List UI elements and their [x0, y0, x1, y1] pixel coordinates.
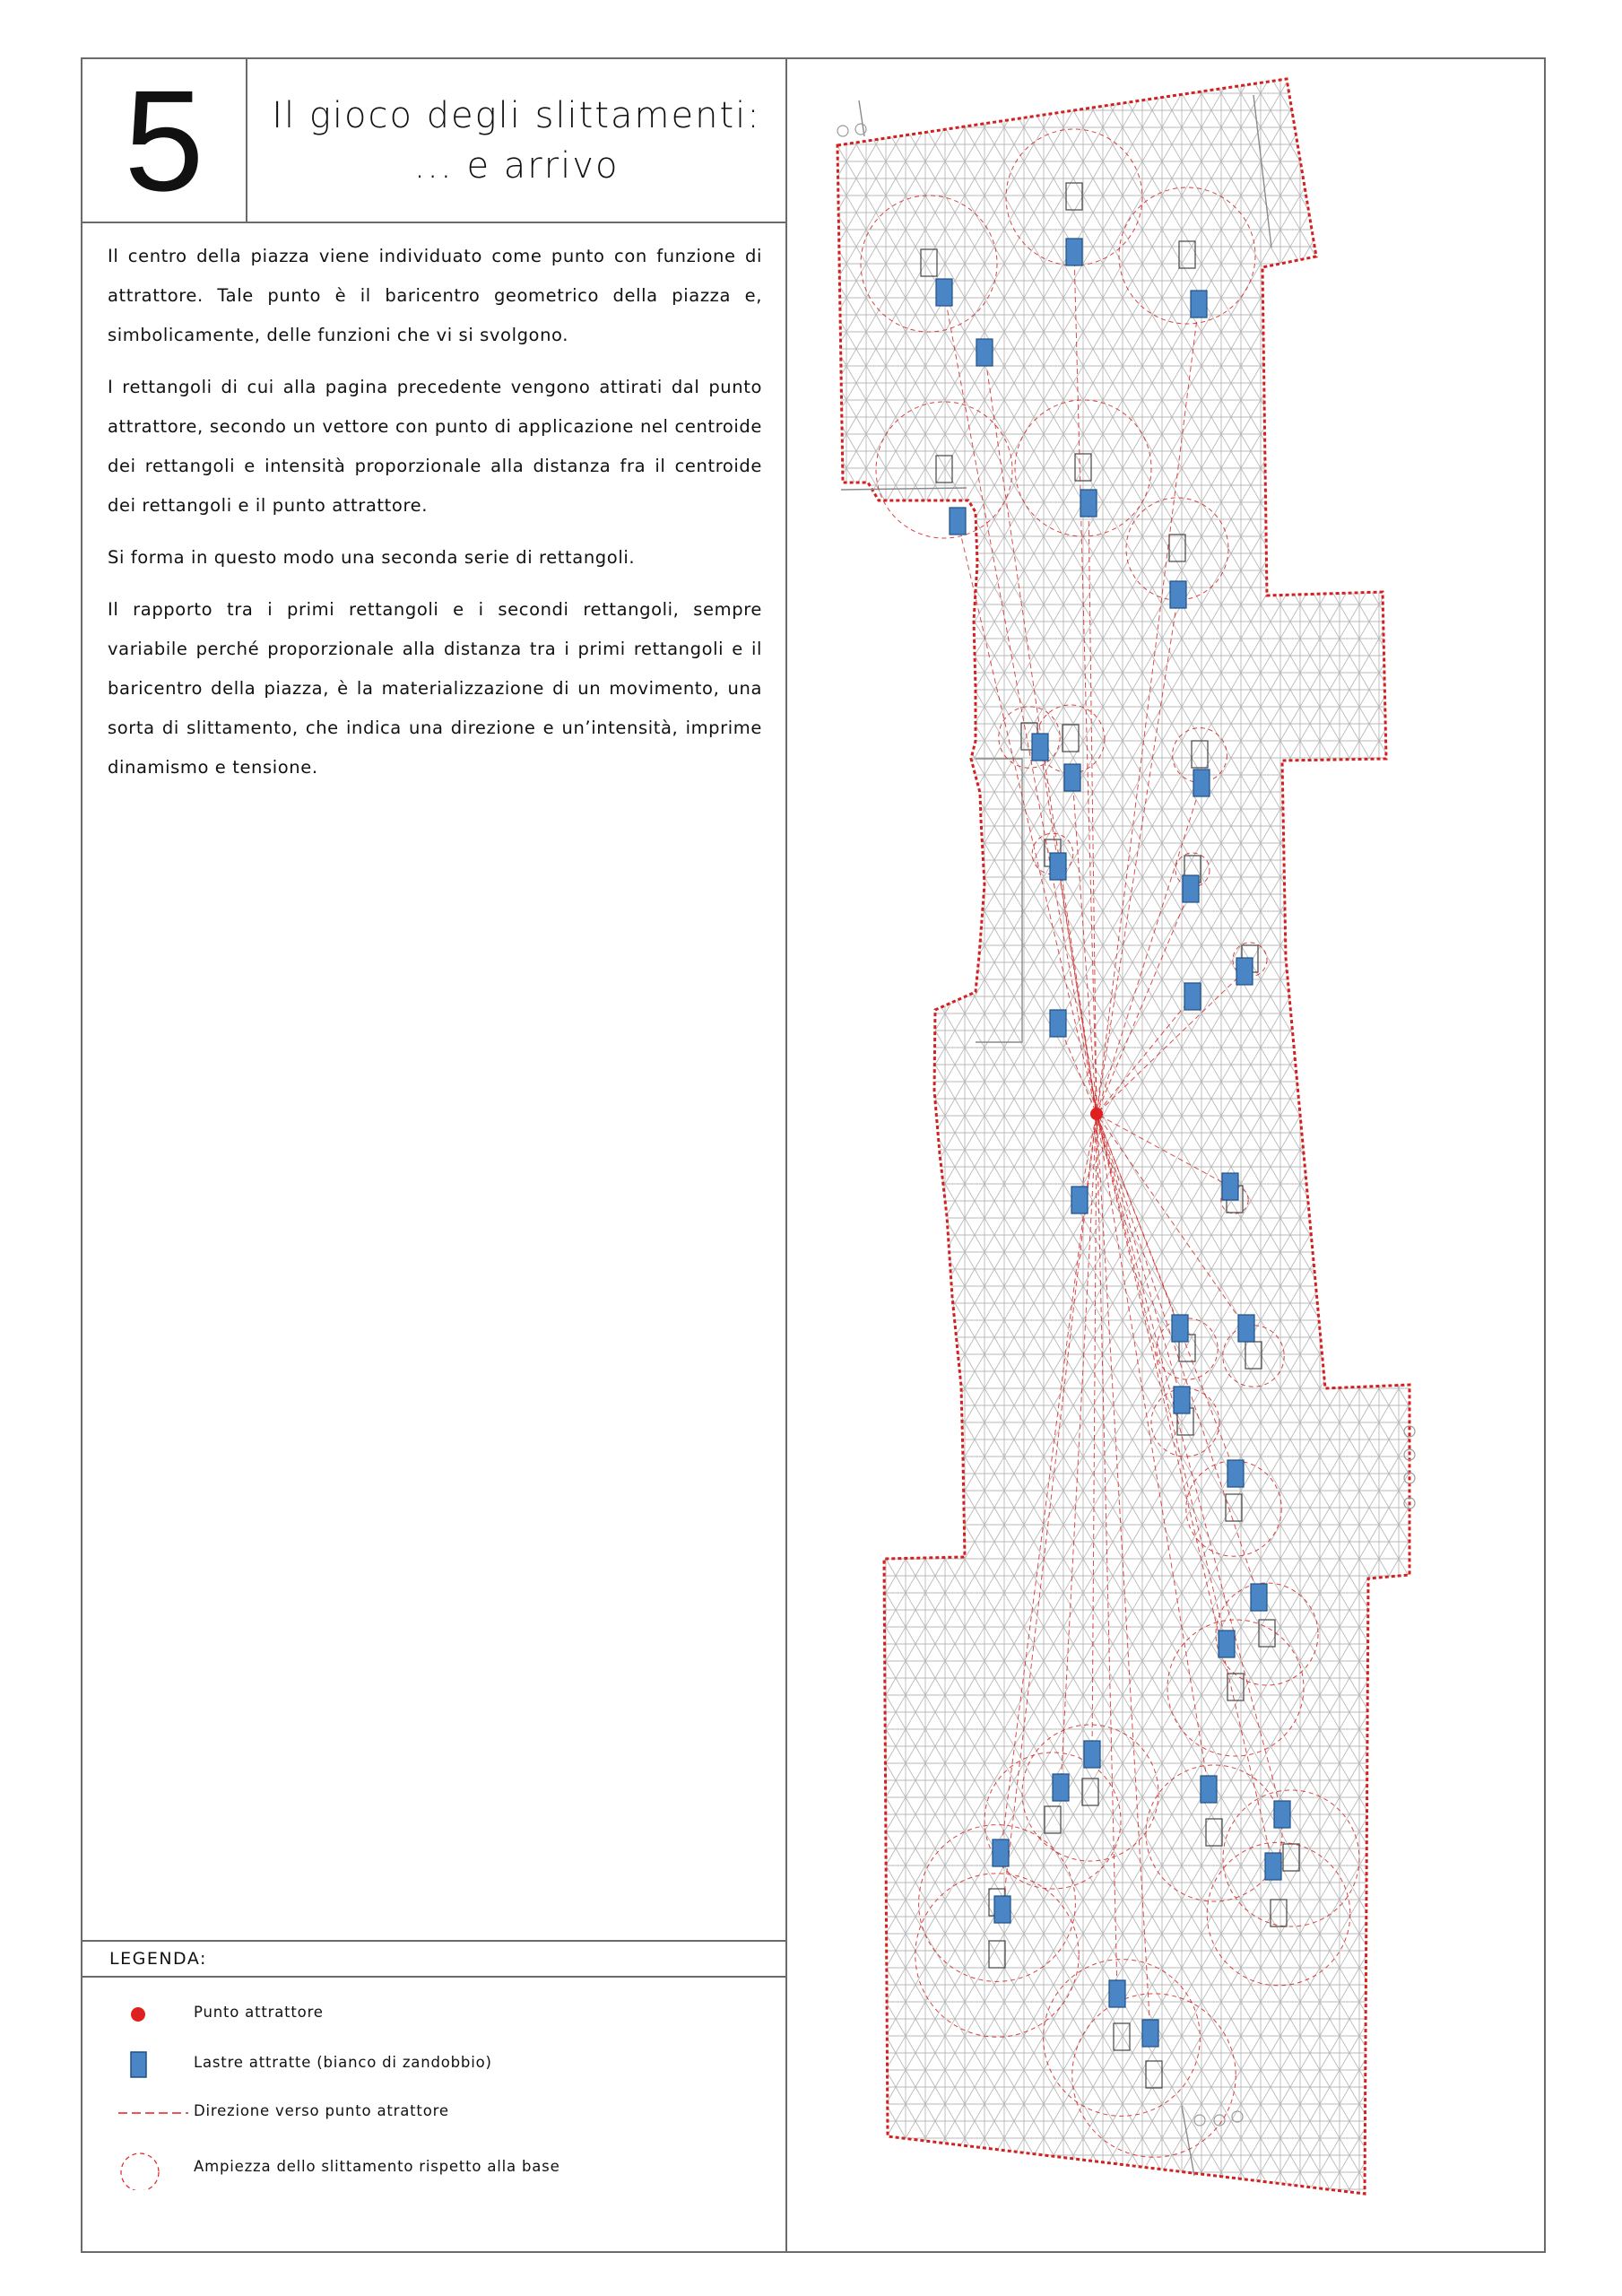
- attracted-slab: [1265, 1853, 1281, 1880]
- legend-title: LEGENDA:: [109, 1949, 207, 1969]
- legend-label: Ampiezza dello slittamento rispetto alla base: [194, 2158, 560, 2175]
- dashed-line-icon: [118, 2095, 190, 2131]
- legend-item-shift-amplitude: [82, 2151, 785, 2187]
- attracted-slab: [1142, 2020, 1158, 2047]
- attracted-slab: [1050, 1010, 1066, 1037]
- attracted-slab: [1172, 1315, 1188, 1342]
- piazza-plan-drawing: [787, 59, 1546, 2253]
- blue-slab-icon: [118, 2047, 190, 2083]
- sheet-frame: [81, 57, 1546, 2253]
- attracted-slab: [1032, 734, 1048, 761]
- legend-label: Direzione verso punto atrattore: [194, 2102, 449, 2119]
- attracted-slab: [1071, 1187, 1088, 1213]
- legend-item-slab: [82, 2047, 785, 2083]
- legend-label: Lastre attratte (bianco di zandobbio): [194, 2054, 492, 2071]
- attracted-slab: [1053, 1774, 1069, 1801]
- title-line-2: ... e arrivo: [413, 144, 620, 187]
- paragraph: Il rapporto tra i primi rettangoli e i secondi rettangoli, sempre variabile perché proporzionale alla distanza tra i primi rettangoli e il baricentro della piazza, è la materializzazione di un movimento, una sorta di slittamento, che indica una direzione e un’intensità, imprime dinamismo e tensione.: [108, 599, 762, 778]
- attracted-slab: [1066, 239, 1082, 265]
- legend-item-direction: [82, 2095, 785, 2131]
- attracted-slab: [1222, 1173, 1238, 1200]
- attracted-slab: [1109, 1980, 1125, 2007]
- attracted-slab: [993, 1839, 1009, 1866]
- page-number-box: [82, 59, 247, 222]
- red-dot-icon: [118, 1996, 190, 2032]
- attracted-slab: [1191, 291, 1207, 317]
- legend-label: Punto attrattore: [194, 2004, 324, 2021]
- attractor-point: [1090, 1108, 1103, 1120]
- attracted-slab: [1174, 1387, 1190, 1413]
- attracted-slab: [1183, 875, 1199, 902]
- attracted-slab: [936, 279, 952, 306]
- bollard-icon: [837, 126, 848, 136]
- paragraph: Il centro della piazza viene individuato come punto con funzione di attrattore. Tale punto è il baricentro geometrico della piazza e, simbolicamente, delle funzioni che vi si svolgono.: [108, 246, 762, 345]
- legend-item-attractor: [82, 1996, 785, 2032]
- attracted-slab: [1274, 1801, 1290, 1828]
- paragraph: Si forma in questo modo una seconda serie di rettangoli.: [108, 547, 636, 568]
- attracted-slab: [1193, 770, 1210, 796]
- text-column: [82, 59, 787, 2251]
- attracted-slab: [1201, 1776, 1217, 1803]
- attracted-slab: [1251, 1584, 1267, 1611]
- attracted-slab: [1219, 1631, 1235, 1657]
- attracted-slab: [950, 508, 966, 535]
- description-text: [108, 237, 762, 800]
- attracted-slab: [1184, 983, 1201, 1010]
- page-title: [247, 59, 785, 222]
- attracted-slab: [1050, 853, 1066, 880]
- attracted-slab: [1227, 1460, 1244, 1487]
- legend-header: [82, 1940, 785, 1978]
- paving-grid: [837, 79, 1409, 2194]
- attracted-slab: [1236, 958, 1253, 985]
- attracted-slab: [1084, 1741, 1100, 1768]
- bollard-icon: [855, 124, 866, 135]
- attracted-slab: [1080, 490, 1097, 517]
- attracted-slab: [976, 339, 993, 366]
- attracted-slab: [1238, 1315, 1254, 1342]
- attracted-slab: [1170, 581, 1186, 608]
- page-number: 5: [124, 59, 204, 221]
- title-row: [82, 59, 785, 223]
- attracted-slab: [994, 1896, 1010, 1923]
- paragraph: I rettangoli di cui alla pagina precedente vengono attirati dal punto attrattore, secondo un vettore con punto di applicazione nel centroide dei rettangoli e intensità proporzionale alla distanza fra il centroide dei rettangoli e il punto attrattore.: [108, 377, 762, 516]
- dashed-circle-icon: [118, 2147, 190, 2190]
- title-line-1: Il gioco degli slittamenti:: [272, 94, 761, 136]
- attracted-slab: [1064, 764, 1080, 791]
